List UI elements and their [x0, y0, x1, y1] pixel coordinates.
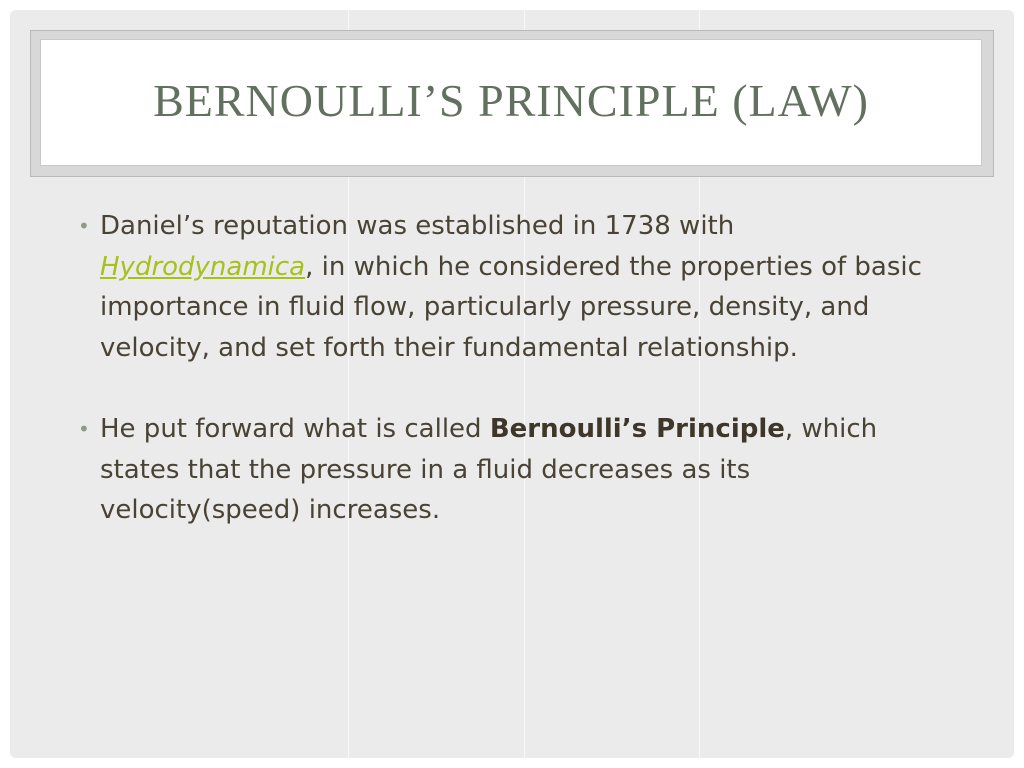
title-frame [30, 30, 994, 177]
slide [10, 10, 1014, 758]
bullet-text: , which states that the pressure in a fluid decreases as its velocity(speed) increases. [100, 414, 878, 525]
slide-body [78, 206, 938, 531]
title-box [41, 40, 981, 165]
bold-term: Bernoulli’s Principle [489, 414, 785, 444]
bullet-item [78, 409, 938, 531]
bullet-dot-icon: • [78, 417, 90, 441]
bullet-text: , in which he considered the properties of basic importance in fluid flow, particularly pressure, density, and velocity, and set forth their fundamental relationship. [100, 251, 922, 363]
slide-title: BERNOULLI’S PRINCIPLE (LAW) [153, 75, 869, 126]
bullet-text: He put forward what is called [100, 414, 490, 444]
bullet-dot-icon: • [78, 214, 90, 238]
bullet-item [78, 206, 938, 368]
hydrodynamica-link[interactable]: Hydrodynamica [100, 251, 306, 282]
bullet-text: Daniel’s reputation was established in 1738 with [100, 211, 735, 241]
